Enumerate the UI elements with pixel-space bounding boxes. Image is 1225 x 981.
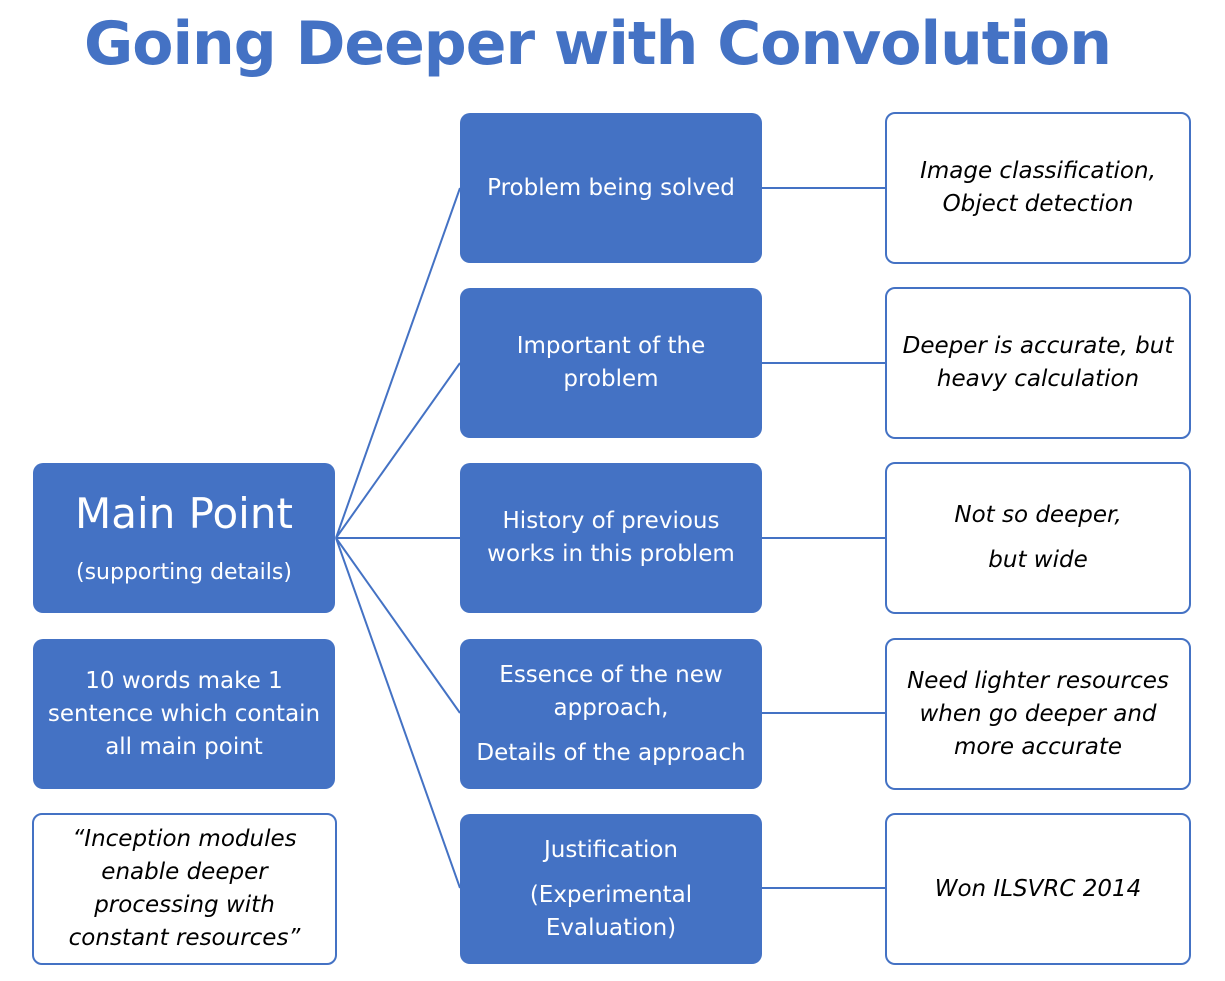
- quote-line: constant resources”: [68, 925, 301, 951]
- quote-box: [32, 813, 337, 965]
- topic-label: approach,: [553, 694, 669, 721]
- answer-line: Image classification,: [920, 158, 1156, 184]
- topic-label: Important of the: [516, 333, 706, 359]
- topic-label: Evaluation): [545, 914, 677, 941]
- main-point-title: Main Point: [75, 489, 293, 538]
- answer-box-justification: [885, 813, 1191, 965]
- answer-line: heavy calculation: [936, 366, 1140, 392]
- page-title: Going Deeper with Convolution: [84, 9, 1111, 79]
- topic-box-history: [460, 463, 762, 613]
- answer-line: but wide: [988, 547, 1088, 573]
- topic-label: works in this problem: [487, 541, 735, 567]
- quote-line: “Inception modules: [72, 826, 297, 852]
- topic-label: Details of the approach: [476, 739, 746, 766]
- topic-label: Problem being solved: [487, 174, 735, 201]
- topic-label: problem: [563, 366, 659, 392]
- answer-box-problem: [885, 112, 1191, 264]
- connector-main-to-importance: [336, 363, 460, 538]
- summary-box: [33, 639, 335, 789]
- answer-box-history: [885, 462, 1191, 614]
- topic-box-essence: [460, 639, 762, 789]
- summary-line: sentence which contain: [47, 700, 321, 727]
- summary-line: 10 words make 1: [85, 667, 283, 694]
- answer-box-essence: [885, 638, 1191, 790]
- quote-line: enable deeper: [101, 859, 268, 885]
- answer-line: more accurate: [953, 733, 1123, 760]
- main-point-subtitle: (supporting details): [76, 560, 292, 585]
- answer-line: Won ILSVRC 2014: [934, 875, 1142, 902]
- topic-box-importance: [460, 288, 762, 438]
- answer-box-importance: [885, 287, 1191, 439]
- answer-line: Need lighter resources: [907, 667, 1169, 694]
- summary-line: all main point: [105, 733, 263, 760]
- topic-box-justification: [460, 814, 762, 964]
- quote-line: processing with: [94, 892, 275, 918]
- answer-line: when go deeper and: [919, 700, 1157, 727]
- answer-line: Object detection: [942, 191, 1134, 217]
- topic-label: Justification: [543, 836, 679, 863]
- topic-label: Essence of the new: [499, 661, 723, 688]
- topic-label: (Experimental: [529, 881, 693, 908]
- connector-main-to-justification: [336, 538, 460, 888]
- topic-box-problem: [460, 113, 762, 263]
- answer-line: Not so deeper,: [954, 502, 1122, 528]
- topic-label: History of previous: [502, 508, 720, 534]
- connector-main-to-problem: [336, 188, 460, 538]
- answer-line: Deeper is accurate, but: [902, 333, 1174, 359]
- main-point-box: [33, 463, 335, 613]
- connector-main-to-essence: [336, 538, 460, 713]
